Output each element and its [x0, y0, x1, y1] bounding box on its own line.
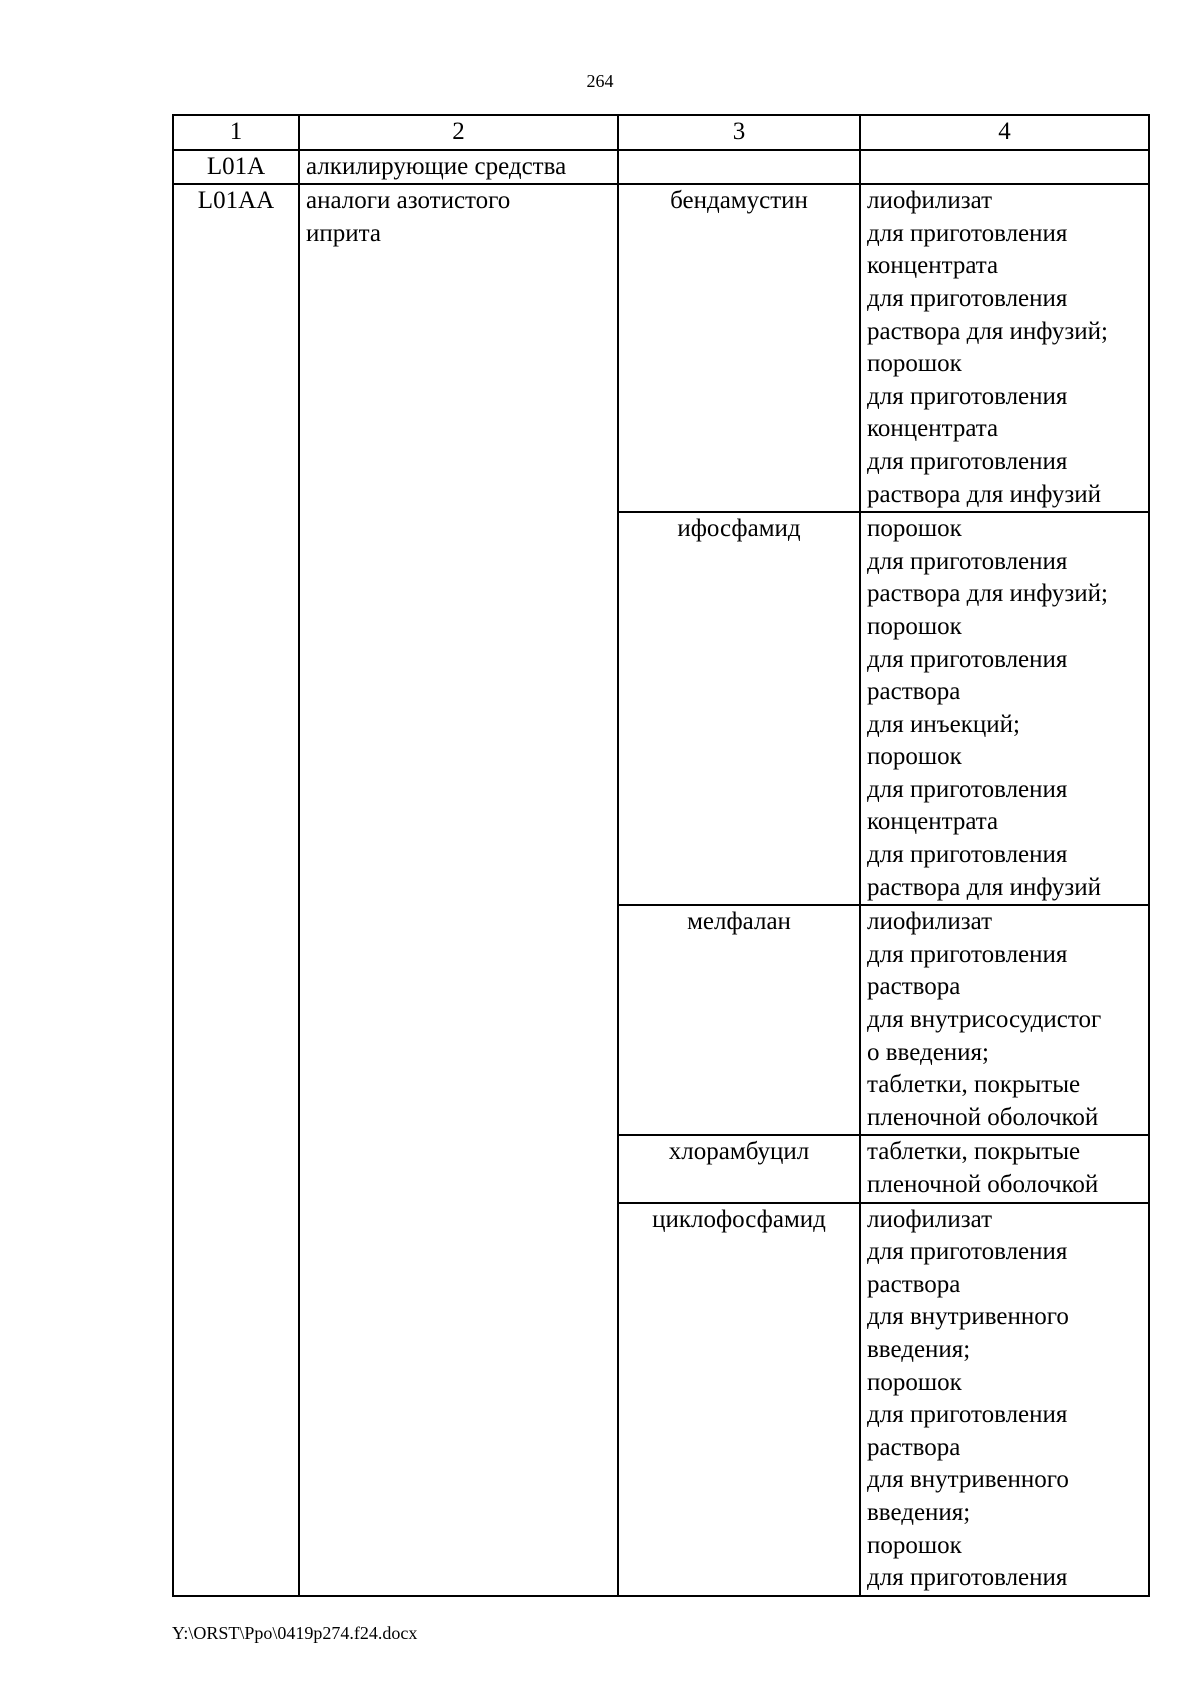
group-empty-col-3: [618, 150, 860, 185]
drug-name: ифосфамид: [618, 512, 860, 905]
drug-forms: лиофилизат для приготовления раствора для внутривенного введения; порошок для приготовления раствора для внутривенного введения; порошок для приготовления: [860, 1203, 1149, 1596]
group-row-l01a: [173, 150, 1149, 185]
drug-name: мелфалан: [618, 905, 860, 1135]
drug-forms: лиофилизат для приготовления раствора для внутрисосудистог о введения; таблетки, покрытые пленочной оболочкой: [860, 905, 1149, 1135]
drug-forms: лиофилизат для приготовления концентрата для приготовления раствора для инфузий; порошок для приготовления концентрата для приготовления раствора для инфузий: [860, 184, 1149, 512]
header-col-4: 4: [860, 115, 1149, 150]
table-row: [173, 184, 1149, 512]
drug-table: [172, 114, 1150, 1597]
header-col-2: 2: [299, 115, 618, 150]
header-col-3: 3: [618, 115, 860, 150]
table-header-row: [173, 115, 1149, 150]
drug-forms: порошок для приготовления раствора для инфузий; порошок для приготовления раствора для инъекций; порошок для приготовления концентрата для приготовления раствора для инфузий: [860, 512, 1149, 905]
footer-file-path: Y:\ORST\Ppo\0419p274.f24.docx: [172, 1623, 418, 1643]
subgroup-name: аналоги азотистого иприта: [299, 184, 618, 1596]
drug-forms: таблетки, покрытые пленочной оболочкой: [860, 1135, 1149, 1202]
page-number: 264: [586, 71, 614, 91]
group-code: L01A: [173, 150, 299, 185]
drug-name: хлорамбуцил: [618, 1135, 860, 1202]
group-name: алкилирующие средства: [299, 150, 618, 185]
group-empty-col-4: [860, 150, 1149, 185]
drug-name: бендамустин: [618, 184, 860, 512]
header-col-1: 1: [173, 115, 299, 150]
drug-name: циклофосфамид: [618, 1203, 860, 1596]
subgroup-code: L01AA: [173, 184, 299, 1596]
